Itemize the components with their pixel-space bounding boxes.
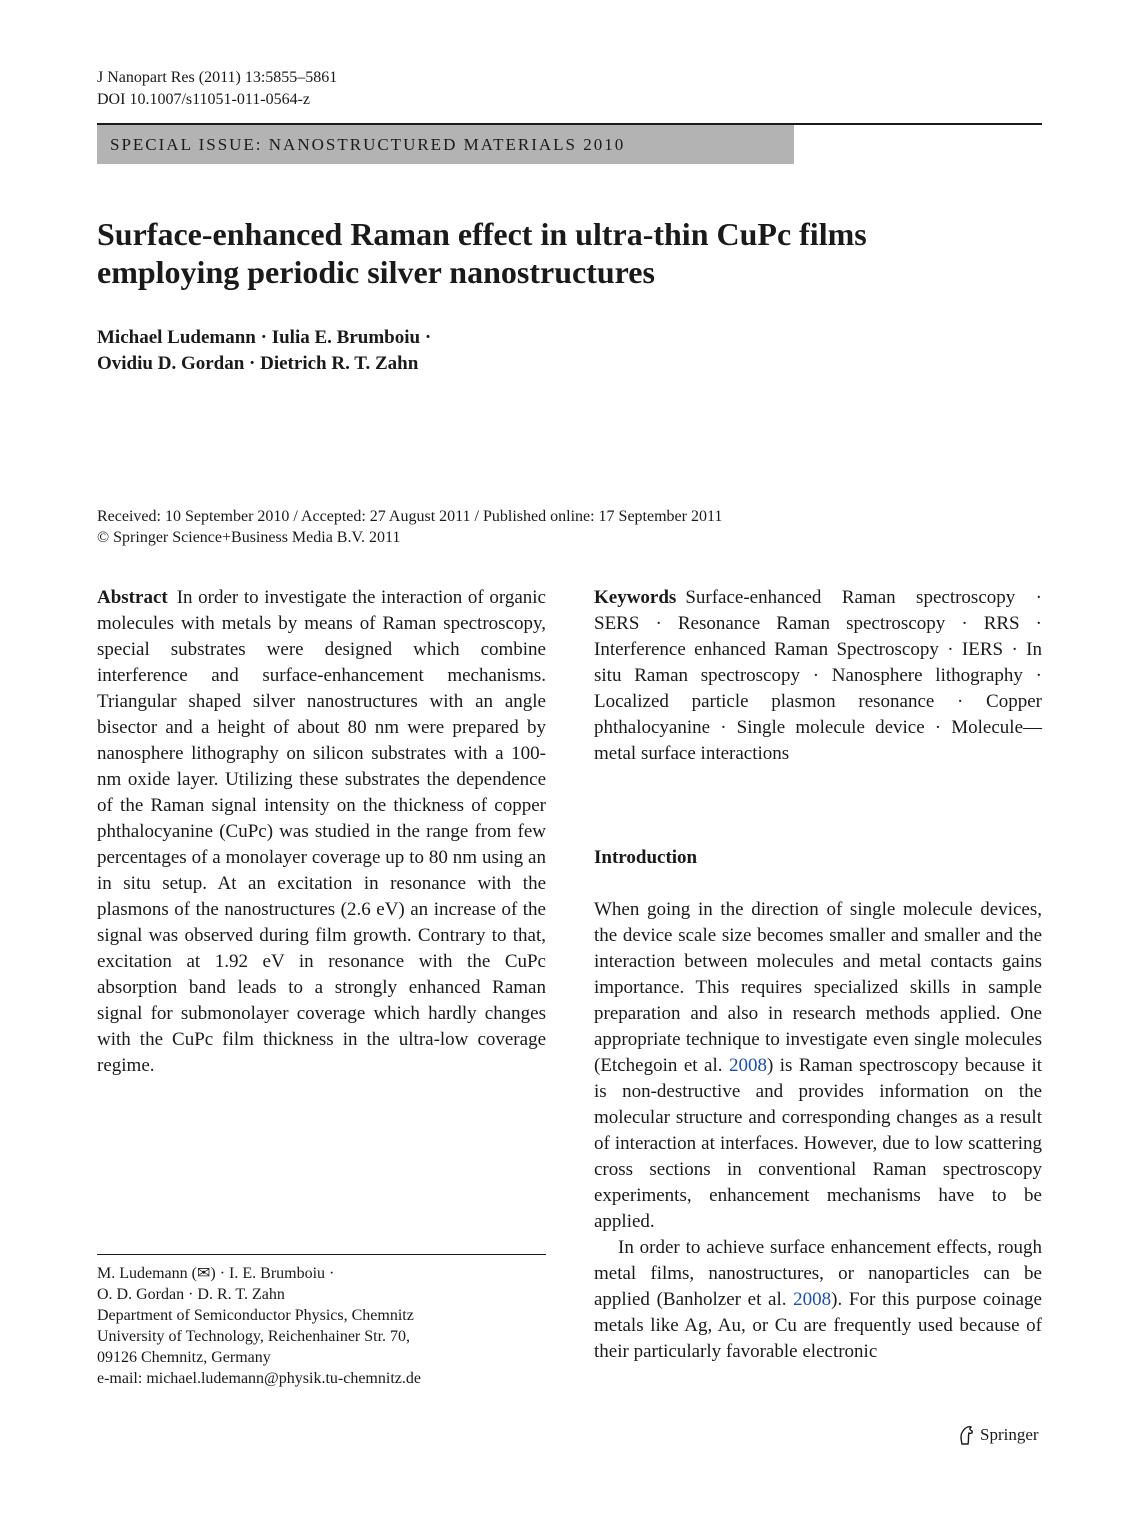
footnote-line-3: Department of Semiconductor Physics, Chemnitz [97, 1307, 414, 1324]
citation: J Nanopart Res (2011) 13:5855–5861 [97, 69, 338, 86]
publisher-logo [956, 1424, 1039, 1446]
title-line-2: employing periodic silver nanostructures [97, 254, 655, 290]
introduction-body [594, 897, 1042, 1365]
copyright: © Springer Science+Business Media B.V. 2011 [97, 529, 401, 546]
keywords-text: Surface-enhanced Raman spectroscopy · SERS · Resonance Raman spectroscopy · RRS · Interference enhanced Raman Spectroscopy · IERS · In situ Raman spectroscopy · Nanosphere lithography · Localized particle plasmon resonance · Copper phthalocyanine · Single molecule device · Molecule—metal surface interactions [594, 587, 1042, 764]
publisher-name: Springer [980, 1425, 1039, 1444]
intro-p2-text-cont: ). For this purpose coinage metals like Ag, Au, or Cu are frequently used because of their particularly favorable electronic [594, 1289, 1042, 1362]
publication-info [97, 506, 722, 548]
footnote-rule [97, 1254, 546, 1255]
citation-link-etchegoin[interactable]: 2008 [728, 1055, 767, 1076]
footnote-line-4: University of Technology, Reichenhainer Str. 70, [97, 1328, 411, 1345]
keywords [594, 585, 1042, 767]
springer-horse-icon [956, 1424, 976, 1446]
intro-p2-text: In order to achieve surface enhancement effects, rough metal films, nanostructures, or nanoparticles can be applied (Banholzer et al. [594, 1237, 1042, 1310]
abstract-text: In order to investigate the interaction of organic molecules with metals by means of Raman spectroscopy, special substrates were designed which combine interference and surface-enhancement mechanisms. Triangular shaped silver nanostructures with an angle bisector and a height of about 80 nm were prepared by nanosphere lithography on silicon substrates with a 100-nm oxide layer. Utilizing these substrates the dependence of the Raman signal intensity on the thickness of copper phthalocyanine (CuPc) was studied in the range from few percentages of a monolayer coverage up to 80 nm using an in situ setup. At an excitation in resonance with the plasmons of the nanostructures (2.6 eV) an increase of the signal was observed during film growth. Contrary to that, excitation at 1.92 eV in resonance with the CuPc absorption band leads to a strongly enhanced Raman signal for submonolayer coverage which hardly changes with the CuPc film thickness in the ultra-low coverage regime. [97, 587, 546, 1076]
article-title [97, 215, 997, 291]
keywords-label: Keywords [594, 587, 677, 608]
author-footnote [97, 1263, 421, 1389]
intro-p1-text: When going in the direction of single molecule devices, the device scale size becomes smaller and smaller and the interaction between molecules and metal contacts gains importance. This requires specialized skills in sample preparation and also in research methods applied. One appropriate technique to investigate even single molecules (Etchegoin et al. [594, 899, 1042, 1076]
footnote-line-5: 09126 Chemnitz, Germany [97, 1349, 271, 1366]
footnote-line-1: M. Ludemann (✉) · I. E. Brumboiu · [97, 1265, 335, 1282]
intro-paragraph-1 [594, 897, 1042, 1235]
authors-line-2: Ovidiu D. Gordan · Dietrich R. T. Zahn [97, 353, 419, 374]
journal-header [97, 67, 337, 111]
intro-paragraph-2 [594, 1235, 1042, 1365]
intro-p1-text-cont: ) is Raman spectroscopy because it is non-destructive and provides information on the molecular structure and corresponding changes as a result of interaction at interfaces. However, due to low scattering cross sections in conventional Raman spectroscopy experiments, enhancement mechanisms have to be applied. [594, 1055, 1043, 1232]
footnote-line-2: O. D. Gordan · D. R. T. Zahn [97, 1286, 285, 1303]
history-dates: Received: 10 September 2010 / Accepted: 27 August 2011 / Published online: 17 September 2011 [97, 508, 723, 525]
footnote-email[interactable]: e-mail: michael.ludemann@physik.tu-chemnitz.de [97, 1370, 421, 1387]
authors-line-1: Michael Ludemann · Iulia E. Brumboiu · [97, 327, 432, 348]
abstract-label: Abstract [97, 587, 168, 608]
title-line-1: Surface-enhanced Raman effect in ultra-thin CuPc films [97, 216, 867, 252]
author-list [97, 325, 431, 377]
abstract [97, 585, 546, 1079]
special-issue-banner: SPECIAL ISSUE: NANOSTRUCTURED MATERIALS 2010 [97, 125, 794, 164]
citation-link-banholzer[interactable]: 2008 [793, 1289, 832, 1310]
doi[interactable]: DOI 10.1007/s11051-011-0564-z [97, 91, 311, 108]
introduction-heading: Introduction [594, 847, 698, 868]
